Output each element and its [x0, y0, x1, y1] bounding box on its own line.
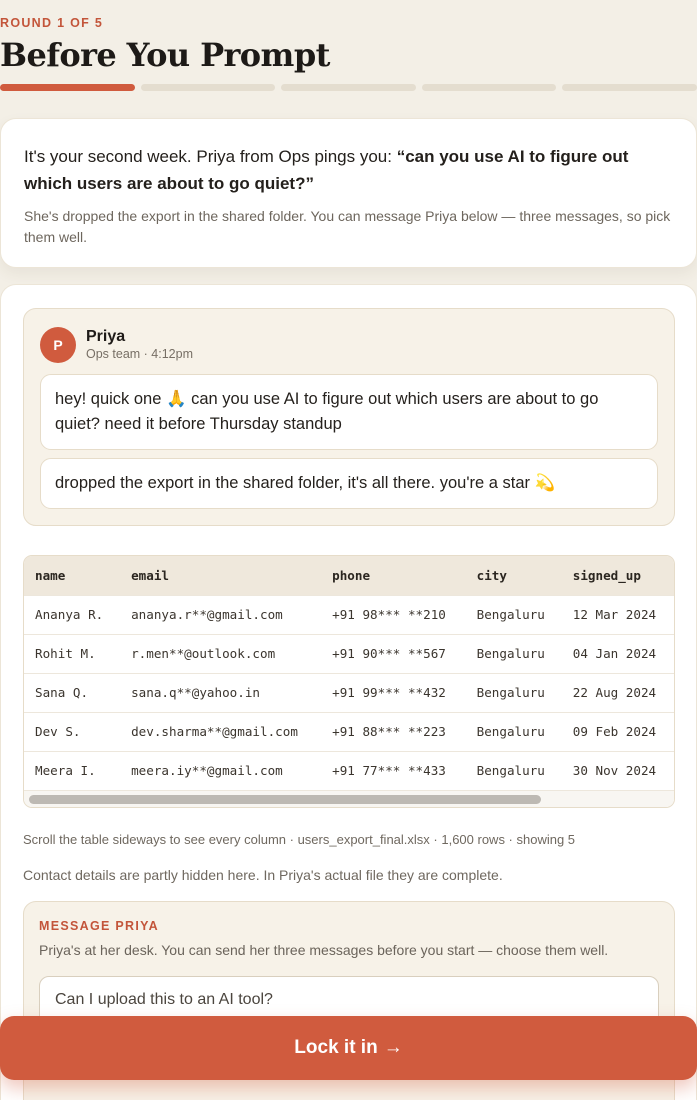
- main-card: [0, 284, 697, 1100]
- column-header-email: email: [131, 567, 170, 583]
- round-progress-bar: [0, 84, 697, 91]
- table-header-row: [24, 556, 674, 595]
- table-cell-name: Meera I.: [24, 751, 120, 790]
- scrollbar-thumb[interactable]: [29, 795, 541, 804]
- table-cell-name: Dev S.: [24, 712, 120, 751]
- intro-text: [24, 143, 674, 197]
- table-cell-city: Bengaluru: [466, 751, 562, 790]
- table-cell-signed-up: 30 Nov 2024: [562, 751, 674, 790]
- intro-lead: It's your second week. Priya from Ops pings you:: [24, 147, 397, 166]
- table-cell-city: Bengaluru: [466, 712, 562, 751]
- message-panel-subtitle: Priya's at her desk. You can send her three messages before you start — choose them well.: [39, 942, 609, 958]
- arrow-right-icon: →: [383, 1037, 403, 1058]
- column-header-signed-up: signed_up: [572, 567, 641, 583]
- data-table-container[interactable]: [23, 555, 675, 808]
- progress-segment: [141, 84, 276, 91]
- horizontal-scrollbar[interactable]: [24, 790, 674, 807]
- table-row: [24, 712, 674, 751]
- message-panel-title: MESSAGE PRIYA: [39, 919, 159, 933]
- lock-button-label: Lock it in: [294, 1037, 378, 1058]
- sender-info: [86, 327, 193, 363]
- column-header-name: name: [35, 567, 66, 583]
- intro-subtext: She's dropped the export in the shared folder. You can message Priya below — three messages, so pick them well.: [24, 208, 671, 245]
- table-cell-city: Bengaluru: [466, 673, 562, 712]
- intro-quote: “can you use AI to figure out which users are about to go quiet?”: [24, 147, 629, 193]
- table-cell-phone: +91 99*** **432: [321, 673, 466, 712]
- chat-bubble: dropped the export in the shared folder, it's all there. you're a star 💫: [40, 458, 658, 509]
- data-table: [24, 556, 674, 790]
- lock-it-in-button[interactable]: [0, 1016, 697, 1080]
- table-cell-signed-up: 12 Mar 2024: [562, 595, 674, 634]
- avatar: P: [40, 327, 76, 363]
- table-caption: Scroll the table sideways to see every column · users_export_final.xlsx · 1,600 rows · showing 5: [23, 832, 576, 847]
- table-row: [24, 751, 674, 790]
- table-cell-email: sana.q**@yahoo.in: [120, 673, 321, 712]
- intro-card: [0, 118, 697, 268]
- table-cell-email: meera.iy**@gmail.com: [120, 751, 321, 790]
- progress-segment: [562, 84, 697, 91]
- chat-header: [40, 327, 658, 363]
- table-row: [24, 634, 674, 673]
- progress-segment: [0, 84, 135, 91]
- table-cell-name: Sana Q.: [24, 673, 120, 712]
- table-cell-name: Rohit M.: [24, 634, 120, 673]
- round-label: ROUND 1 OF 5: [0, 16, 104, 30]
- table-cell-email: r.men**@outlook.com: [120, 634, 321, 673]
- page-title: Before You Prompt: [0, 36, 330, 74]
- table-cell-phone: +91 98*** **210: [321, 595, 466, 634]
- table-cell-city: Bengaluru: [466, 634, 562, 673]
- table-cell-email: ananya.r**@gmail.com: [120, 595, 321, 634]
- table-cell-city: Bengaluru: [466, 595, 562, 634]
- table-cell-phone: +91 88*** **223: [321, 712, 466, 751]
- progress-segment: [422, 84, 557, 91]
- table-cell-signed-up: 04 Jan 2024: [562, 634, 674, 673]
- table-cell-signed-up: 22 Aug 2024: [562, 673, 674, 712]
- column-header-phone: phone: [332, 567, 371, 583]
- table-cell-phone: +91 77*** **433: [321, 751, 466, 790]
- progress-segment: [281, 84, 416, 91]
- privacy-note: Contact details are partly hidden here. In Priya's actual file they are complete.: [23, 867, 503, 883]
- table-row: [24, 673, 674, 712]
- column-header-city: city: [476, 567, 507, 583]
- table-cell-name: Ananya R.: [24, 595, 120, 634]
- chat-panel: [23, 308, 675, 526]
- table-row: [24, 595, 674, 634]
- table-cell-email: dev.sharma**@gmail.com: [120, 712, 321, 751]
- table-cell-phone: +91 90*** **567: [321, 634, 466, 673]
- chat-bubble: hey! quick one 🙏 can you use AI to figure out which users are about to go quiet? need it before Thursday standup: [40, 374, 658, 450]
- table-cell-signed-up: 09 Feb 2024: [562, 712, 674, 751]
- sender-name: Priya: [86, 328, 126, 345]
- message-input[interactable]: Can I upload this to an AI tool?: [39, 976, 659, 1036]
- sender-meta: Ops team · 4:12pm: [86, 347, 193, 361]
